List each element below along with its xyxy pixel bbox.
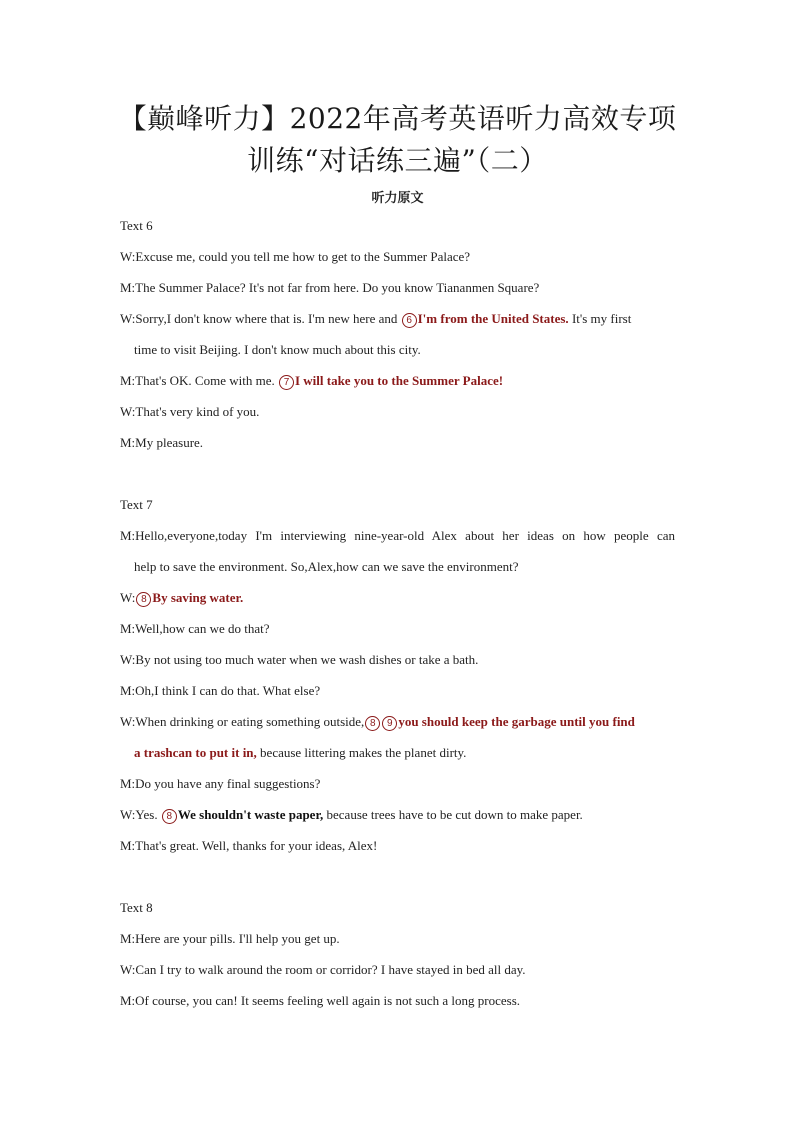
dialogue-line: W:Can I try to walk around the room or corridor? I have stayed in bed all day. <box>120 962 526 977</box>
dialogue-line: M:That's great. Well, thanks for your ideas, Alex! <box>120 838 378 853</box>
dialogue-line-continued: help to save the environment. So,Alex,how can we save the environment? <box>134 559 519 574</box>
dialogue-line-continued <box>120 737 675 768</box>
line-text: because littering makes the planet dirty. <box>256 745 467 760</box>
document-subtitle: 听力原文 <box>371 191 424 206</box>
title-line-1: 【巅峰听力】2022年高考英语听力高效专项 <box>118 102 677 135</box>
line-text: because trees have to be cut down to make paper. <box>323 807 583 822</box>
line-text: W:Sorry,I don't know where that is. I'm new here and <box>120 311 401 326</box>
section-text-6 <box>120 210 675 458</box>
dialogue-line: M:Hello,everyone,today I'm interviewing nine-year-old Alex about her ideas on how people can <box>120 528 675 543</box>
line-text: W: <box>120 590 136 605</box>
dialogue-line <box>120 303 675 334</box>
answer-highlight: I will take you to the Summer Palace! <box>294 373 504 388</box>
answer-highlight: you should keep the garbage until you find <box>398 714 635 729</box>
dialogue-line: M:Oh,I think I can do that. What else? <box>120 683 321 698</box>
dialogue-line: M:Here are your pills. I'll help you get up. <box>120 931 340 946</box>
answer-number-circle: 7 <box>279 375 294 390</box>
dialogue-line: W:By not using too much water when we wash dishes or take a bath. <box>120 652 479 667</box>
line-text: W:Yes. <box>120 807 161 822</box>
line-text: M:That's OK. Come with me. <box>120 373 278 388</box>
answer-highlight: I'm from the United States. <box>417 311 569 326</box>
answer-number-circle: 9 <box>382 716 397 731</box>
dialogue-line <box>120 582 675 613</box>
dialogue-line-continued: time to visit Beijing. I don't know much about this city. <box>134 342 421 357</box>
dialogue-line: M:Of course, you can! It seems feeling well again is not such a long process. <box>120 993 521 1008</box>
section-text-8 <box>120 892 675 1016</box>
dialogue-line <box>120 799 675 830</box>
answer-highlight: We shouldn't waste paper, <box>177 807 324 822</box>
answer-highlight: By saving water. <box>152 590 244 605</box>
line-text: It's my first <box>568 311 632 326</box>
dialogue-line: W:That's very kind of you. <box>120 404 260 419</box>
answer-number-circle: 8 <box>365 716 380 731</box>
dialogue-line <box>120 706 675 737</box>
section-label: Text 8 <box>120 900 153 915</box>
dialogue-line: M:The Summer Palace? It's not far from here. Do you know Tiananmen Square? <box>120 280 540 295</box>
section-label: Text 6 <box>120 218 153 233</box>
answer-number-circle: 8 <box>162 809 177 824</box>
document-page <box>120 98 675 1016</box>
answer-number-circle: 8 <box>136 592 151 607</box>
answer-number-circle: 6 <box>402 313 417 328</box>
dialogue-line: M:Well,how can we do that? <box>120 621 270 636</box>
section-text-7 <box>120 489 675 861</box>
answer-highlight: a trashcan to put it in, <box>134 745 257 760</box>
section-label: Text 7 <box>120 497 153 512</box>
line-text: W:When drinking or eating something outside, <box>120 714 365 729</box>
title-line-2: 训练“对话练三遍”（二） <box>247 144 548 177</box>
dialogue-line: M:Do you have any final suggestions? <box>120 776 321 791</box>
dialogue-line: M:My pleasure. <box>120 435 204 450</box>
section-spacer <box>120 861 675 892</box>
dialogue-line <box>120 365 675 396</box>
section-spacer <box>120 458 675 489</box>
document-title <box>90 98 705 182</box>
dialogue-line: W:Excuse me, could you tell me how to get to the Summer Palace? <box>120 249 471 264</box>
